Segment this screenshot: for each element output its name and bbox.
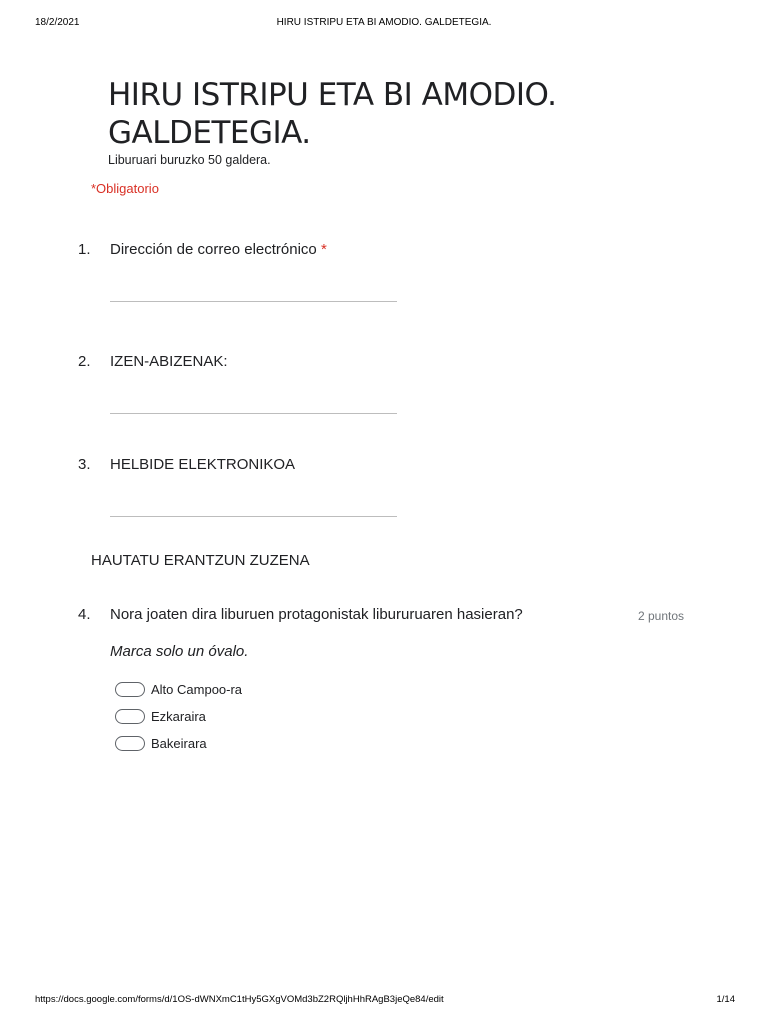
section-title: HAUTATU ERANTZUN ZUZENA: [91, 552, 310, 569]
name-answer-field[interactable]: [110, 413, 397, 414]
required-note: *Obligatorio: [91, 181, 159, 196]
radio-option-bakeirara[interactable]: [115, 734, 207, 752]
question-text: IZEN-ABIZENAK:: [110, 353, 228, 370]
radio-oval-icon[interactable]: [115, 682, 145, 697]
radio-option-ezkaraira[interactable]: [115, 707, 206, 725]
required-asterisk: *: [320, 241, 327, 258]
question-number: 2.: [78, 353, 91, 370]
radio-option-alto-campoo[interactable]: [115, 680, 242, 698]
question-text: Dirección de correo electrónico *: [110, 241, 327, 258]
question-number: 1.: [78, 241, 91, 258]
address-answer-field[interactable]: [110, 516, 397, 517]
question-instruction: Marca solo un óvalo.: [110, 643, 249, 660]
option-label: Bakeirara: [151, 735, 207, 751]
radio-oval-icon[interactable]: [115, 709, 145, 724]
question-text: Nora joaten dira liburuen protagonistak libururuaren hasieran?: [110, 606, 523, 623]
option-label: Ezkaraira: [151, 708, 206, 724]
print-footer-url: https://docs.google.com/forms/d/1OS-dWNXmC1tHy5GXgVOMd3bZ2RQljhHhRAgB3jeQe84/edit: [35, 994, 444, 1005]
option-label: Alto Campoo-ra: [151, 681, 243, 697]
email-answer-field[interactable]: [110, 301, 397, 302]
form-title: HIRU ISTRIPU ETA BI AMODIO. GALDETEGIA.: [108, 77, 557, 151]
question-number: 3.: [78, 456, 91, 473]
print-date: 18/2/2021: [35, 17, 80, 28]
question-number: 4.: [78, 606, 91, 623]
question-text: HELBIDE ELEKTRONIKOA: [110, 456, 296, 473]
form-description: Liburuari buruzko 50 galdera.: [108, 153, 271, 167]
radio-oval-icon[interactable]: [115, 736, 145, 751]
print-page-number: 1/14: [716, 994, 735, 1005]
print-header-title: HIRU ISTRIPU ETA BI AMODIO. GALDETEGIA.: [276, 17, 492, 28]
question-points: 2 puntos: [638, 609, 685, 623]
